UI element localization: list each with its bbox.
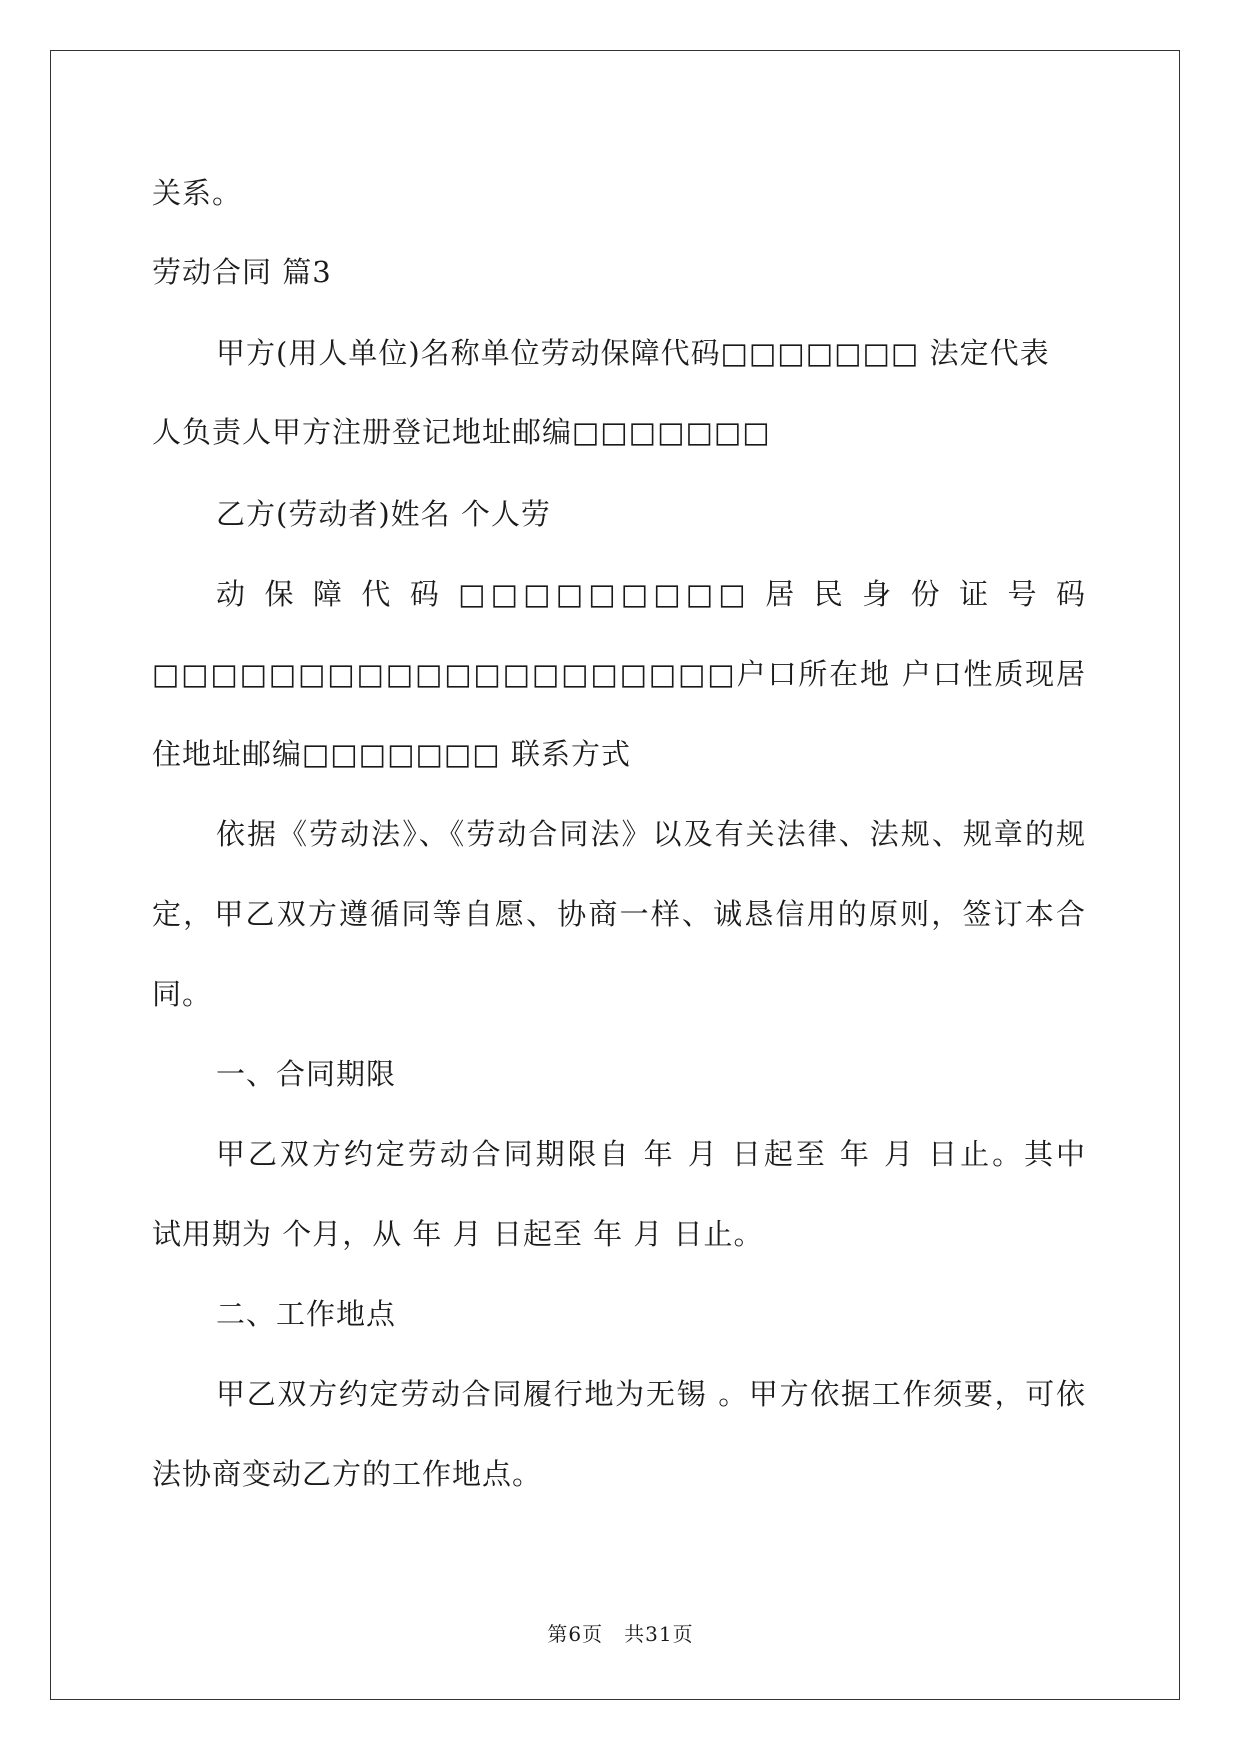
page-number-footer: 第6页 共31页 bbox=[547, 1622, 694, 1646]
text-line-1: 关系。 bbox=[152, 176, 243, 210]
page-border bbox=[50, 50, 1180, 1700]
text-line-term-2: 试用期为 个月，从 年 月 日起至 年 月 日止。 bbox=[152, 1217, 764, 1251]
text-line-location-2: 法协商变动乙方的工作地点。 bbox=[152, 1457, 543, 1491]
heading-contract-term: 一、合同期限 bbox=[216, 1057, 397, 1091]
text-line-party-b-2: 动 保 障 代 码 □□□□□□□□□ 居 民 身 份 证 号 码 bbox=[216, 577, 1086, 611]
section-heading-contract-3: 劳动合同 篇3 bbox=[152, 255, 332, 289]
heading-work-location: 二、工作地点 bbox=[216, 1297, 397, 1331]
text-line-party-a-2: 人负责人甲方注册登记地址邮编□□□□□□□ bbox=[152, 415, 771, 449]
text-line-party-b-3: □□□□□□□□□□□□□□□□□□□□户口所在地 户口性质现居 bbox=[152, 657, 1086, 691]
text-line-basis-2: 定，甲乙双方遵循同等自愿、协商一样、诚恳信用的原则，签订本合 bbox=[152, 897, 1086, 931]
text-line-location-1: 甲乙双方约定劳动合同履行地为无锡 。甲方依据工作须要，可依 bbox=[216, 1377, 1086, 1411]
text-line-term-1: 甲乙双方约定劳动合同期限自 年 月 日起至 年 月 日止。其中 bbox=[216, 1137, 1086, 1171]
text-line-party-b-4: 住地址邮编□□□□□□□ 联系方式 bbox=[152, 737, 632, 771]
text-line-party-a-1: 甲方(用人单位)名称单位劳动保障代码□□□□□□□ 法定代表 bbox=[216, 336, 1050, 370]
text-line-basis-3: 同。 bbox=[152, 977, 213, 1011]
text-line-party-b-1: 乙方(劳动者)姓名 个人劳 bbox=[216, 497, 551, 531]
text-line-basis-1: 依据《劳动法》、《劳动合同法》以及有关法律、法规、规章的规 bbox=[216, 817, 1086, 851]
